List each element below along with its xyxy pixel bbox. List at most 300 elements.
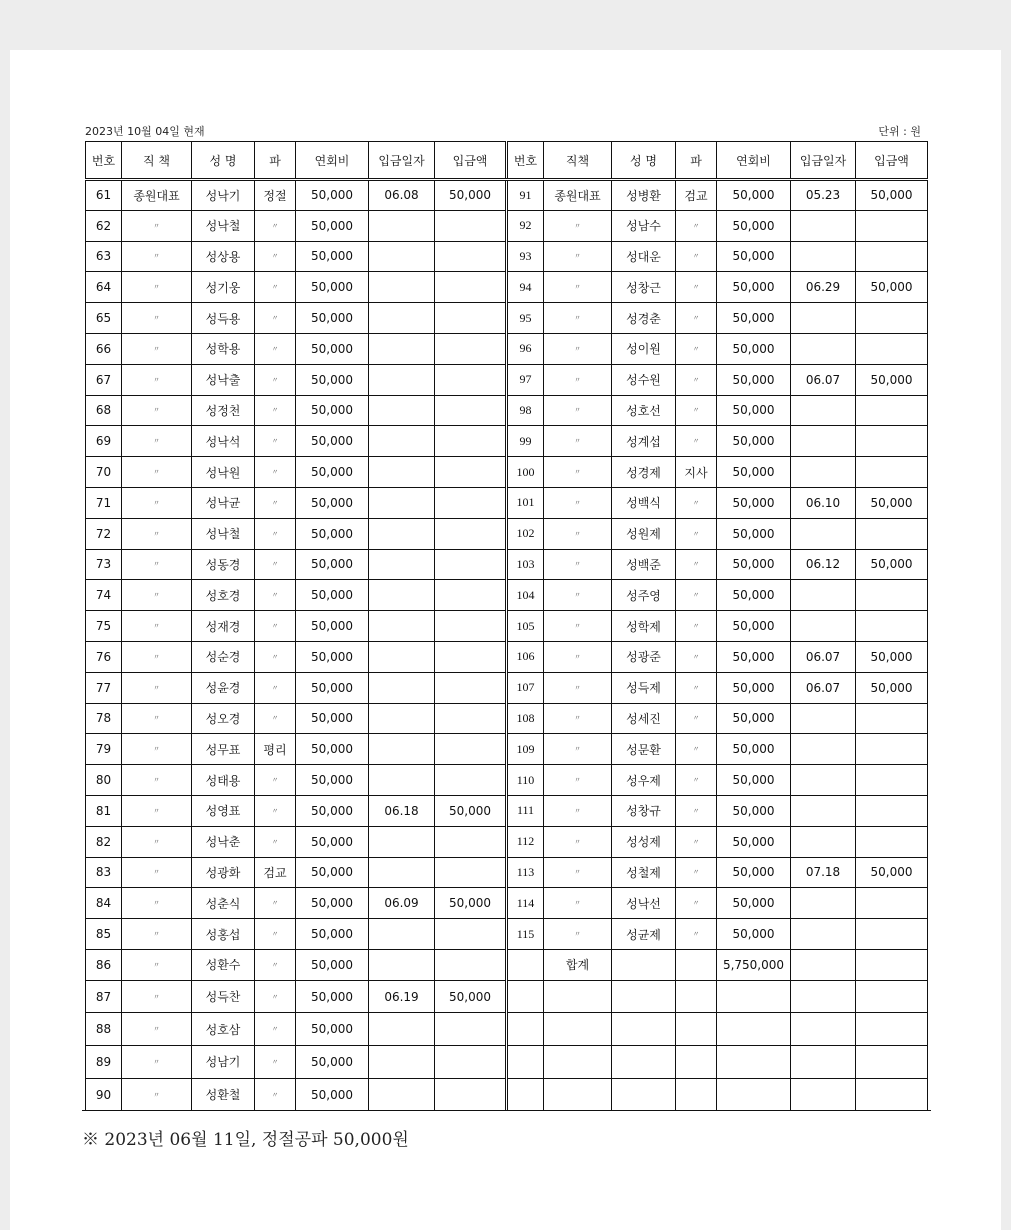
- cell-position-right: 〃: [544, 518, 612, 549]
- cell-position-right: 〃: [544, 765, 612, 796]
- cell-annual-fee: 50,000: [296, 1046, 369, 1079]
- cell-deposit-date-right: 06.07: [791, 641, 856, 672]
- cell-number: 80: [86, 765, 122, 796]
- col-header-annual-fee-right: 연회비: [717, 142, 791, 180]
- cell-branch: 정절: [255, 180, 296, 211]
- cell-number-right: 99: [507, 426, 544, 457]
- cell-annual-fee-right: [717, 1078, 791, 1111]
- cell-branch: 〃: [255, 703, 296, 734]
- cell-deposit-amount: [435, 1078, 507, 1111]
- cell-deposit-amount-right: [856, 826, 928, 857]
- cell-number-right: 112: [507, 826, 544, 857]
- cell-position-right: 〃: [544, 795, 612, 826]
- cell-annual-fee: 50,000: [296, 641, 369, 672]
- cell-deposit-date: [369, 703, 435, 734]
- cell-number: 65: [86, 303, 122, 334]
- cell-deposit-date: [369, 611, 435, 642]
- cell-deposit-date: [369, 857, 435, 888]
- cell-number: 70: [86, 457, 122, 488]
- cell-position: 〃: [122, 272, 192, 303]
- cell-position: 〃: [122, 549, 192, 580]
- cell-deposit-amount-right: [856, 795, 928, 826]
- cell-number-right: 115: [507, 919, 544, 950]
- table-row: [86, 888, 928, 919]
- cell-position: 〃: [122, 1013, 192, 1046]
- cell-annual-fee: 50,000: [296, 457, 369, 488]
- col-header-position: 직 책: [122, 142, 192, 180]
- cell-branch-right: [676, 980, 717, 1013]
- cell-annual-fee: 50,000: [296, 857, 369, 888]
- cell-name-right: 성경제: [612, 457, 676, 488]
- cell-name-right: 성남수: [612, 210, 676, 241]
- col-header-name-right: 성 명: [612, 142, 676, 180]
- cell-name-right: [612, 949, 676, 980]
- col-header-deposit-date: 입금일자: [369, 142, 435, 180]
- cell-deposit-amount-right: [856, 457, 928, 488]
- cell-branch: 〃: [255, 1078, 296, 1111]
- cell-name: 성무표: [192, 734, 255, 765]
- cell-number-right: 94: [507, 272, 544, 303]
- cell-position-right: 〃: [544, 703, 612, 734]
- cell-deposit-amount-right: 50,000: [856, 180, 928, 211]
- cell-number: 74: [86, 580, 122, 611]
- cell-deposit-date: [369, 303, 435, 334]
- cell-position-right: 〃: [544, 426, 612, 457]
- cell-name: 성동경: [192, 549, 255, 580]
- cell-name: 성낙춘: [192, 826, 255, 857]
- table-row: [86, 395, 928, 426]
- cell-deposit-date-right: 06.10: [791, 487, 856, 518]
- cell-deposit-date-right: [791, 518, 856, 549]
- cell-branch: 〃: [255, 888, 296, 919]
- cell-deposit-amount: [435, 765, 507, 796]
- cell-name: 성윤경: [192, 672, 255, 703]
- cell-name: 성낙출: [192, 364, 255, 395]
- cell-branch-right: 〃: [676, 549, 717, 580]
- cell-number-right: 104: [507, 580, 544, 611]
- cell-branch-right: 검교: [676, 180, 717, 211]
- cell-position-right: 합계: [544, 949, 612, 980]
- cell-name-right: 성계섭: [612, 426, 676, 457]
- table-row: [86, 518, 928, 549]
- cell-deposit-date: [369, 549, 435, 580]
- cell-number-right: 107: [507, 672, 544, 703]
- cell-name: 성남기: [192, 1046, 255, 1079]
- cell-deposit-amount-right: 50,000: [856, 857, 928, 888]
- cell-position: 종원대표: [122, 180, 192, 211]
- cell-number: 68: [86, 395, 122, 426]
- col-header-position-right: 직책: [544, 142, 612, 180]
- cell-name: 성학용: [192, 333, 255, 364]
- cell-deposit-date: [369, 1078, 435, 1111]
- cell-branch-right: 〃: [676, 272, 717, 303]
- cell-annual-fee-right: 50,000: [717, 611, 791, 642]
- cell-number: 78: [86, 703, 122, 734]
- cell-name-right: 성백준: [612, 549, 676, 580]
- cell-branch-right: 〃: [676, 703, 717, 734]
- cell-annual-fee-right: 50,000: [717, 303, 791, 334]
- cell-annual-fee-right: 50,000: [717, 426, 791, 457]
- cell-number: 71: [86, 487, 122, 518]
- col-header-name: 성 명: [192, 142, 255, 180]
- cell-deposit-amount-right: [856, 734, 928, 765]
- col-header-number-right: 번호: [507, 142, 544, 180]
- cell-deposit-amount-right: [856, 426, 928, 457]
- col-header-branch-right: 파: [676, 142, 717, 180]
- cell-deposit-date: [369, 641, 435, 672]
- cell-branch: 평리: [255, 734, 296, 765]
- cell-annual-fee: 50,000: [296, 765, 369, 796]
- cell-name-right: 성균제: [612, 919, 676, 950]
- cell-number: 72: [86, 518, 122, 549]
- cell-deposit-date-right: [791, 303, 856, 334]
- cell-position-right: 〃: [544, 549, 612, 580]
- cell-name: 성낙철: [192, 518, 255, 549]
- cell-branch-right: 〃: [676, 241, 717, 272]
- cell-deposit-amount: [435, 949, 507, 980]
- cell-number-right: 109: [507, 734, 544, 765]
- cell-branch: 〃: [255, 333, 296, 364]
- cell-deposit-date-right: [791, 1046, 856, 1079]
- cell-deposit-amount-right: [856, 210, 928, 241]
- cell-annual-fee-right: 50,000: [717, 703, 791, 734]
- table-row: [86, 734, 928, 765]
- cell-number-right: 114: [507, 888, 544, 919]
- cell-deposit-amount: [435, 826, 507, 857]
- cell-position: 〃: [122, 826, 192, 857]
- cell-position: 〃: [122, 949, 192, 980]
- cell-position-right: 〃: [544, 611, 612, 642]
- cell-annual-fee-right: [717, 1013, 791, 1046]
- cell-branch: 〃: [255, 303, 296, 334]
- col-header-number: 번호: [86, 142, 122, 180]
- cell-name: 성낙균: [192, 487, 255, 518]
- cell-annual-fee: 50,000: [296, 426, 369, 457]
- cell-branch-right: 〃: [676, 826, 717, 857]
- cell-annual-fee-right: 50,000: [717, 487, 791, 518]
- cell-position: 〃: [122, 395, 192, 426]
- cell-position-right: 〃: [544, 364, 612, 395]
- cell-name: 성환수: [192, 949, 255, 980]
- cell-position-right: [544, 1046, 612, 1079]
- cell-branch-right: 〃: [676, 426, 717, 457]
- cell-annual-fee-right: 50,000: [717, 641, 791, 672]
- cell-branch-right: 〃: [676, 611, 717, 642]
- cell-name-right: 성이원: [612, 333, 676, 364]
- cell-deposit-amount: 50,000: [435, 980, 507, 1013]
- cell-branch-right: 〃: [676, 395, 717, 426]
- cell-deposit-amount: [435, 426, 507, 457]
- cell-position: 〃: [122, 518, 192, 549]
- cell-name-right: 성수원: [612, 364, 676, 395]
- cell-name: 성광화: [192, 857, 255, 888]
- table-row: [86, 580, 928, 611]
- cell-deposit-amount-right: 50,000: [856, 672, 928, 703]
- cell-annual-fee: 50,000: [296, 364, 369, 395]
- cell-position: 〃: [122, 1046, 192, 1079]
- cell-deposit-amount: [435, 703, 507, 734]
- cell-number-right: [507, 1046, 544, 1079]
- cell-branch-right: 〃: [676, 795, 717, 826]
- cell-annual-fee-right: 5,750,000: [717, 949, 791, 980]
- cell-name-right: 성광준: [612, 641, 676, 672]
- cell-name: 성태용: [192, 765, 255, 796]
- cell-annual-fee-right: 50,000: [717, 333, 791, 364]
- cell-annual-fee-right: 50,000: [717, 180, 791, 211]
- cell-annual-fee: 50,000: [296, 795, 369, 826]
- cell-name-right: 성주영: [612, 580, 676, 611]
- cell-annual-fee: 50,000: [296, 580, 369, 611]
- cell-name-right: 성문환: [612, 734, 676, 765]
- cell-deposit-date: [369, 487, 435, 518]
- cell-annual-fee-right: 50,000: [717, 795, 791, 826]
- cell-name: 성낙원: [192, 457, 255, 488]
- cell-name: 성낙기: [192, 180, 255, 211]
- cell-position: 〃: [122, 487, 192, 518]
- cell-position-right: 〃: [544, 303, 612, 334]
- table-row: [86, 303, 928, 334]
- cell-number: 79: [86, 734, 122, 765]
- cell-position-right: 〃: [544, 857, 612, 888]
- cell-annual-fee: 50,000: [296, 272, 369, 303]
- cell-branch: 〃: [255, 980, 296, 1013]
- cell-deposit-amount-right: [856, 611, 928, 642]
- cell-number-right: [507, 949, 544, 980]
- cell-branch-right: 〃: [676, 518, 717, 549]
- cell-deposit-date: [369, 826, 435, 857]
- cell-deposit-date: [369, 1013, 435, 1046]
- as-of-date: 2023년 10월 04일 현재: [85, 125, 205, 138]
- cell-branch: 〃: [255, 580, 296, 611]
- cell-position: 〃: [122, 734, 192, 765]
- cell-deposit-date-right: 07.18: [791, 857, 856, 888]
- cell-branch: 〃: [255, 1046, 296, 1079]
- cell-deposit-date-right: 06.07: [791, 672, 856, 703]
- cell-deposit-date-right: [791, 795, 856, 826]
- cell-branch: 〃: [255, 487, 296, 518]
- cell-branch-right: [676, 949, 717, 980]
- col-header-deposit-amount: 입금액: [435, 142, 507, 180]
- cell-number: 67: [86, 364, 122, 395]
- table-row: [86, 549, 928, 580]
- cell-deposit-date: [369, 672, 435, 703]
- cell-branch: 〃: [255, 826, 296, 857]
- cell-position: 〃: [122, 672, 192, 703]
- cell-annual-fee: 50,000: [296, 919, 369, 950]
- cell-name: 성영표: [192, 795, 255, 826]
- cell-annual-fee: 50,000: [296, 487, 369, 518]
- cell-position: 〃: [122, 1078, 192, 1111]
- cell-name-right: 성창규: [612, 795, 676, 826]
- cell-deposit-date: 06.18: [369, 795, 435, 826]
- cell-deposit-date-right: [791, 980, 856, 1013]
- cell-deposit-amount: [435, 333, 507, 364]
- cell-deposit-amount-right: 50,000: [856, 641, 928, 672]
- table-row: [86, 180, 928, 211]
- cell-branch-right: 〃: [676, 765, 717, 796]
- cell-name: 성순경: [192, 641, 255, 672]
- cell-name: 성호삼: [192, 1013, 255, 1046]
- cell-name-right: 성득제: [612, 672, 676, 703]
- cell-annual-fee: 50,000: [296, 395, 369, 426]
- cell-position-right: 〃: [544, 487, 612, 518]
- cell-deposit-date-right: [791, 241, 856, 272]
- cell-name: 성낙석: [192, 426, 255, 457]
- cell-branch: 〃: [255, 518, 296, 549]
- table-row: [86, 795, 928, 826]
- cell-number: 81: [86, 795, 122, 826]
- table-row: [86, 272, 928, 303]
- cell-branch-right: 〃: [676, 857, 717, 888]
- cell-deposit-date-right: 06.29: [791, 272, 856, 303]
- cell-position: 〃: [122, 241, 192, 272]
- cell-position: 〃: [122, 765, 192, 796]
- cell-deposit-amount-right: [856, 919, 928, 950]
- cell-deposit-amount: [435, 734, 507, 765]
- cell-name-right: 성원제: [612, 518, 676, 549]
- cell-branch: 〃: [255, 395, 296, 426]
- table-row: [86, 949, 928, 980]
- cell-deposit-date-right: [791, 210, 856, 241]
- cell-position: 〃: [122, 641, 192, 672]
- cell-deposit-date: [369, 333, 435, 364]
- cell-deposit-amount-right: [856, 765, 928, 796]
- cell-deposit-date: [369, 1046, 435, 1079]
- table-row: [86, 641, 928, 672]
- cell-deposit-amount: [435, 241, 507, 272]
- cell-annual-fee-right: 50,000: [717, 580, 791, 611]
- cell-position-right: 〃: [544, 210, 612, 241]
- cell-deposit-amount-right: [856, 1046, 928, 1079]
- cell-deposit-amount: [435, 364, 507, 395]
- cell-annual-fee-right: 50,000: [717, 888, 791, 919]
- cell-position: 〃: [122, 333, 192, 364]
- cell-number: 77: [86, 672, 122, 703]
- cell-number: 76: [86, 641, 122, 672]
- col-header-annual-fee: 연회비: [296, 142, 369, 180]
- cell-deposit-amount-right: 50,000: [856, 487, 928, 518]
- cell-branch-right: 〃: [676, 580, 717, 611]
- cell-branch: 〃: [255, 241, 296, 272]
- cell-annual-fee-right: 50,000: [717, 672, 791, 703]
- cell-annual-fee-right: 50,000: [717, 457, 791, 488]
- cell-deposit-date-right: [791, 1013, 856, 1046]
- cell-position: 〃: [122, 210, 192, 241]
- cell-name-right: [612, 1078, 676, 1111]
- cell-name: 성오경: [192, 703, 255, 734]
- cell-position: 〃: [122, 795, 192, 826]
- cell-deposit-date-right: [791, 734, 856, 765]
- cell-annual-fee: 50,000: [296, 672, 369, 703]
- cell-deposit-date-right: [791, 703, 856, 734]
- cell-deposit-date-right: [791, 919, 856, 950]
- cell-position: 〃: [122, 303, 192, 334]
- cell-annual-fee-right: 50,000: [717, 241, 791, 272]
- cell-number: 84: [86, 888, 122, 919]
- cell-branch-right: 〃: [676, 303, 717, 334]
- cell-annual-fee-right: 50,000: [717, 857, 791, 888]
- cell-number-right: 93: [507, 241, 544, 272]
- cell-name-right: 성대운: [612, 241, 676, 272]
- cell-deposit-amount: [435, 672, 507, 703]
- table-row: [86, 1013, 928, 1046]
- cell-branch: 〃: [255, 795, 296, 826]
- table-row: [86, 611, 928, 642]
- bottom-rule: [82, 1110, 931, 1111]
- cell-position: 〃: [122, 888, 192, 919]
- cell-name: 성정천: [192, 395, 255, 426]
- table-body: [86, 180, 928, 1111]
- cell-annual-fee-right: [717, 1046, 791, 1079]
- cell-deposit-date: [369, 580, 435, 611]
- cell-annual-fee: 50,000: [296, 518, 369, 549]
- cell-number: 82: [86, 826, 122, 857]
- cell-name: 성낙철: [192, 210, 255, 241]
- table-row: [86, 703, 928, 734]
- cell-number-right: 92: [507, 210, 544, 241]
- cell-deposit-amount: [435, 272, 507, 303]
- cell-name-right: 성우제: [612, 765, 676, 796]
- cell-number: 88: [86, 1013, 122, 1046]
- table-row: [86, 210, 928, 241]
- cell-position-right: 〃: [544, 734, 612, 765]
- cell-annual-fee: 50,000: [296, 980, 369, 1013]
- cell-annual-fee: 50,000: [296, 703, 369, 734]
- cell-number-right: 108: [507, 703, 544, 734]
- cell-annual-fee: 50,000: [296, 241, 369, 272]
- cell-deposit-amount-right: [856, 395, 928, 426]
- cell-name: 성호경: [192, 580, 255, 611]
- cell-deposit-amount-right: [856, 580, 928, 611]
- cell-deposit-amount-right: [856, 333, 928, 364]
- cell-branch-right: 〃: [676, 210, 717, 241]
- cell-deposit-date-right: [791, 457, 856, 488]
- cell-number: 73: [86, 549, 122, 580]
- cell-deposit-date-right: [791, 333, 856, 364]
- cell-number: 66: [86, 333, 122, 364]
- cell-number: 64: [86, 272, 122, 303]
- cell-deposit-amount-right: [856, 703, 928, 734]
- cell-deposit-date: [369, 426, 435, 457]
- cell-number-right: 106: [507, 641, 544, 672]
- cell-deposit-date: 06.08: [369, 180, 435, 211]
- cell-name-right: 성창근: [612, 272, 676, 303]
- cell-annual-fee: 50,000: [296, 303, 369, 334]
- cell-deposit-date: 06.19: [369, 980, 435, 1013]
- cell-deposit-date: [369, 457, 435, 488]
- cell-annual-fee-right: 50,000: [717, 919, 791, 950]
- cell-deposit-amount: [435, 857, 507, 888]
- table-row: [86, 487, 928, 518]
- cell-branch-right: [676, 1013, 717, 1046]
- cell-deposit-amount: [435, 487, 507, 518]
- cell-annual-fee-right: 50,000: [717, 395, 791, 426]
- cell-number-right: 110: [507, 765, 544, 796]
- cell-deposit-date-right: [791, 611, 856, 642]
- cell-position: 〃: [122, 980, 192, 1013]
- cell-deposit-date: 06.09: [369, 888, 435, 919]
- cell-branch-right: 지사: [676, 457, 717, 488]
- cell-deposit-amount-right: 50,000: [856, 549, 928, 580]
- cell-deposit-amount: [435, 1046, 507, 1079]
- cell-annual-fee: 50,000: [296, 549, 369, 580]
- cell-number-right: 96: [507, 333, 544, 364]
- unit-label: 단위 : 원: [878, 125, 921, 138]
- cell-position-right: [544, 1078, 612, 1111]
- cell-position: 〃: [122, 364, 192, 395]
- cell-number: 61: [86, 180, 122, 211]
- cell-branch-right: 〃: [676, 364, 717, 395]
